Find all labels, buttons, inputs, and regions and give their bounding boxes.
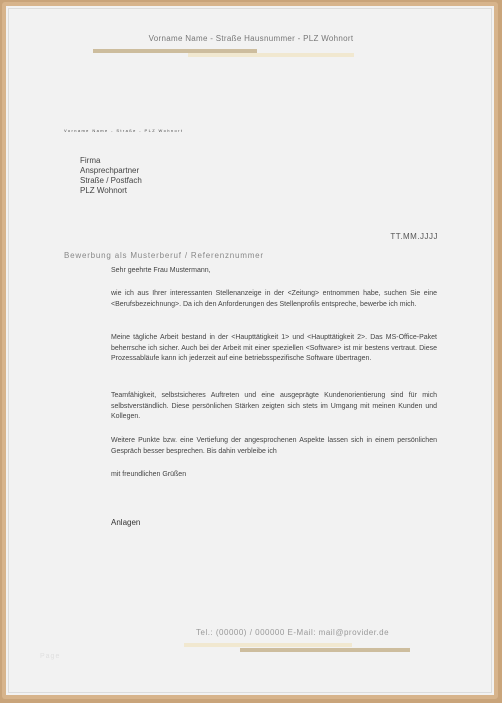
closing: mit freundlichen Grüßen (111, 471, 187, 478)
recipient-street: Straße / Postfach (80, 176, 142, 185)
sender-return-address: Vorname Name - Straße - PLZ Wohnort (64, 128, 184, 133)
paragraph: Teamfähigkeit, selbstsicheres Auftreten und eine ausgeprägte Kundenorientierung sind für mich selbstverständlich. Diese persönlichen Stärken zeigten sich stets im Umgang mit meinen Kunden und Kollegen. (111, 392, 437, 420)
recipient-city: PLZ Wohnort (80, 186, 127, 195)
paragraph: Weitere Punkte bzw. eine Vertiefung der angesprochenen Aspekte lassen sich in einem persönlichen Gespräch besser besprechen. Bis dahin verbleibe ich (111, 437, 437, 455)
header-bar-light (188, 53, 354, 57)
letter-subject: Bewerbung als Musterberuf / Referenznummer (64, 251, 264, 260)
footer-contact: Tel.: (00000) / 000000 E-Mail: mail@provider.de (196, 628, 390, 637)
sender-header: Vorname Name - Straße Hausnummer - PLZ Wohnort (148, 34, 354, 43)
letter-date: TT.MM.JJJJ (390, 232, 438, 241)
salutation: Sehr geehrte Frau Mustermann, (111, 267, 211, 274)
attachments-label: Anlagen (111, 518, 141, 527)
recipient-company: Firma (80, 156, 101, 165)
page-label: Page (40, 653, 61, 660)
footer-bar-dark (240, 648, 410, 652)
recipient-contact: Ansprechpartner (80, 166, 140, 175)
recipient-address (80, 156, 142, 196)
paragraph: wie ich aus Ihrer interessanten Stellenanzeige in der <Zeitung> entnommen habe, suchen Sie eine <Berufsbezeichnung>. Da ich den Anforderungen des Stellenprofils entspreche, bewerbe ich mich. (111, 290, 437, 308)
footer-bar-light (184, 643, 352, 647)
paragraph: Meine tägliche Arbeit bestand in der <Haupttätigkeit 1> und <Haupttätigkeit 2>. Das MS-Office-Paket beherrsche ich sicher. Auch bei der Arbeit mit einer speziellen <Software> ist mir bestens vertraut. Diese Prozessabläufe kann ich jederzeit auf eine betriebsspezifische Software übertragen. (111, 334, 437, 362)
